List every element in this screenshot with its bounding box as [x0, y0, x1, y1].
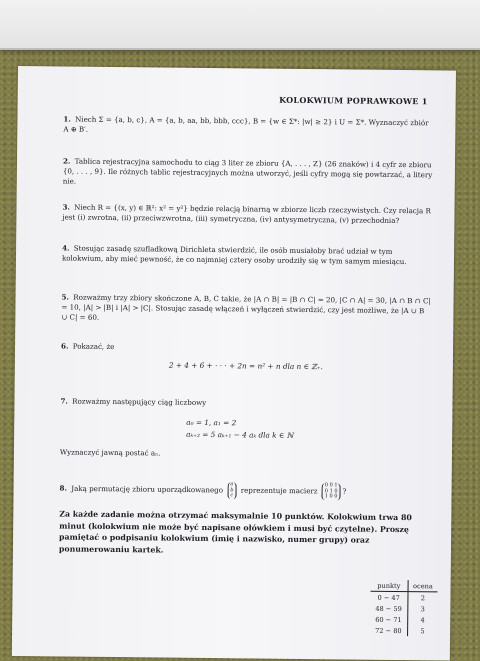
- problem-number: 2.: [62, 156, 71, 166]
- table-row: [370, 591, 437, 603]
- grade-value: 3: [420, 604, 425, 613]
- points-range: 72 − 80: [370, 625, 407, 636]
- grading-table: [370, 580, 438, 637]
- vector-entry: c: [230, 492, 234, 499]
- page-title: KOLOKWIUM POPRAWKOWE 1: [279, 94, 428, 107]
- points-range: 0 − 47: [370, 591, 407, 603]
- problem-text: Niech R = {(x, y) ∈ ℝ²: x² = y²} będzie relacją binarną w zbiorze liczb rzeczywistych. Czy relacja R jest (i) zwrotna, (ii) przeciwzwrotna, (iii) symetryczna, (iv) antysymetryczna, (v) przechodnia?: [62, 202, 431, 226]
- problem-2: [63, 156, 433, 190]
- problem-number: 3.: [62, 202, 70, 212]
- problem-6: [61, 341, 431, 373]
- points-range: 60 − 71: [370, 614, 407, 625]
- problem-8: [59, 480, 429, 500]
- initial-conditions: a₀ = 1, a₁ = 2: [186, 417, 237, 428]
- background-paper-sheet: [0, 0, 480, 50]
- problem-text: Stosując zasadę szufladkową Dirichleta stwierdzić, ile osób musiałoby brać udział w tym kolokwium, aby mieć pewność, że co najmniej cztery osoby urodziły się w tym samym miesiącu.: [61, 243, 407, 267]
- problem-text: Niech Σ = {a, b, c}, A = {a, b, aa, bb, bbb, ccc}, B = {w ∈ Σ*: |w| ≥ 2} i U = Σ*. Wyznaczyć zbiór A ⊕ B′.: [63, 114, 429, 134]
- problem-1: [63, 114, 433, 138]
- matrix-row: 1 0 0: [324, 493, 338, 500]
- problem-number: 4.: [62, 243, 70, 253]
- ordered-set-vector: [227, 482, 236, 499]
- problem-text: reprezentuje macierz: [240, 485, 318, 496]
- vector-entry: a: [230, 481, 234, 488]
- problem-text: Tablica rejestracyjna samochodu to ciąg 3 liter ze zbioru {A, . . . , Z} (26 znaków) i 4 cyfr ze zbioru {0, . . . , 9}. Ile różnych tablic rejestracyjnych można utworzyć, jeśli cyfry mogą się powtarzać, a litery nie.: [62, 156, 433, 187]
- table-row: [370, 603, 437, 615]
- problem-number: 7.: [60, 396, 68, 406]
- problem-task: Wyznaczyć jawną postać aₙ.: [59, 447, 161, 458]
- question-mark: ?: [342, 486, 347, 496]
- matrix-row: 0 1 0: [324, 487, 338, 494]
- recurrence-relation: aₖ₊₂ = 5 aₖ₊₁ − 4 aₖ dla k ∈ ℕ: [186, 429, 294, 441]
- problem-number: 1.: [63, 114, 71, 124]
- problem-number: 6.: [61, 341, 69, 351]
- problem-4: [62, 243, 432, 267]
- problem-3: [62, 202, 432, 226]
- matrix-row: 0 0 1: [324, 482, 338, 489]
- table-row: [370, 614, 437, 626]
- points-range: 48 − 59: [370, 603, 407, 614]
- problem-7: [60, 396, 431, 461]
- problem-number: 8.: [59, 483, 68, 493]
- grading-header-row: [371, 580, 438, 592]
- exam-instructions: Za każde zadanie można otrzymać maksymalnie 10 punktów. Kolokwium trwa 80 minut (kolokwium nie może być napisane ołówkiem i musi być czytelne). Proszę pamiętać o podpisaniu kolokwium (imię i nazwisko, numer grupy) oraz ponumerowaniu kartek.: [58, 509, 412, 555]
- recurrence: [186, 417, 430, 444]
- problem-text: Jaką permutację zbioru uporządkowanego: [71, 483, 224, 495]
- grade-value: 2: [420, 593, 425, 602]
- table-row: [370, 625, 437, 637]
- formula: 2 + 4 + 6 + · · · + 2n = n² + n dla n ∈ ℤ₊.: [168, 360, 323, 372]
- exam-page: [12, 66, 456, 661]
- problem-text: Rozważmy trzy zbiory skończone A, B, C takie, że |A ∩ B| = |B ∩ C| = 20, |C ∩ A| = 30, |A ∩ B ∩ C| = 10, |A| > |B| i |A| > |C|. Stosując zasadę włączeń i wyłączeń stwierdzić, czy jest możliwe, że |A ∪ B ∪ C| = 60.: [61, 292, 431, 323]
- header-grade: ocena: [408, 580, 438, 592]
- grade-value: 5: [420, 626, 425, 635]
- problem-text: Rozważmy następujący ciąg liczbowy: [72, 396, 207, 407]
- problem-text: Pokazać, że: [72, 341, 115, 352]
- vector-entry: b: [230, 486, 234, 493]
- problem-number: 5.: [61, 292, 70, 302]
- grade-value: 4: [420, 615, 425, 624]
- problem-5: [61, 292, 431, 326]
- header-points: punkty: [371, 580, 408, 592]
- permutation-matrix: [322, 483, 341, 500]
